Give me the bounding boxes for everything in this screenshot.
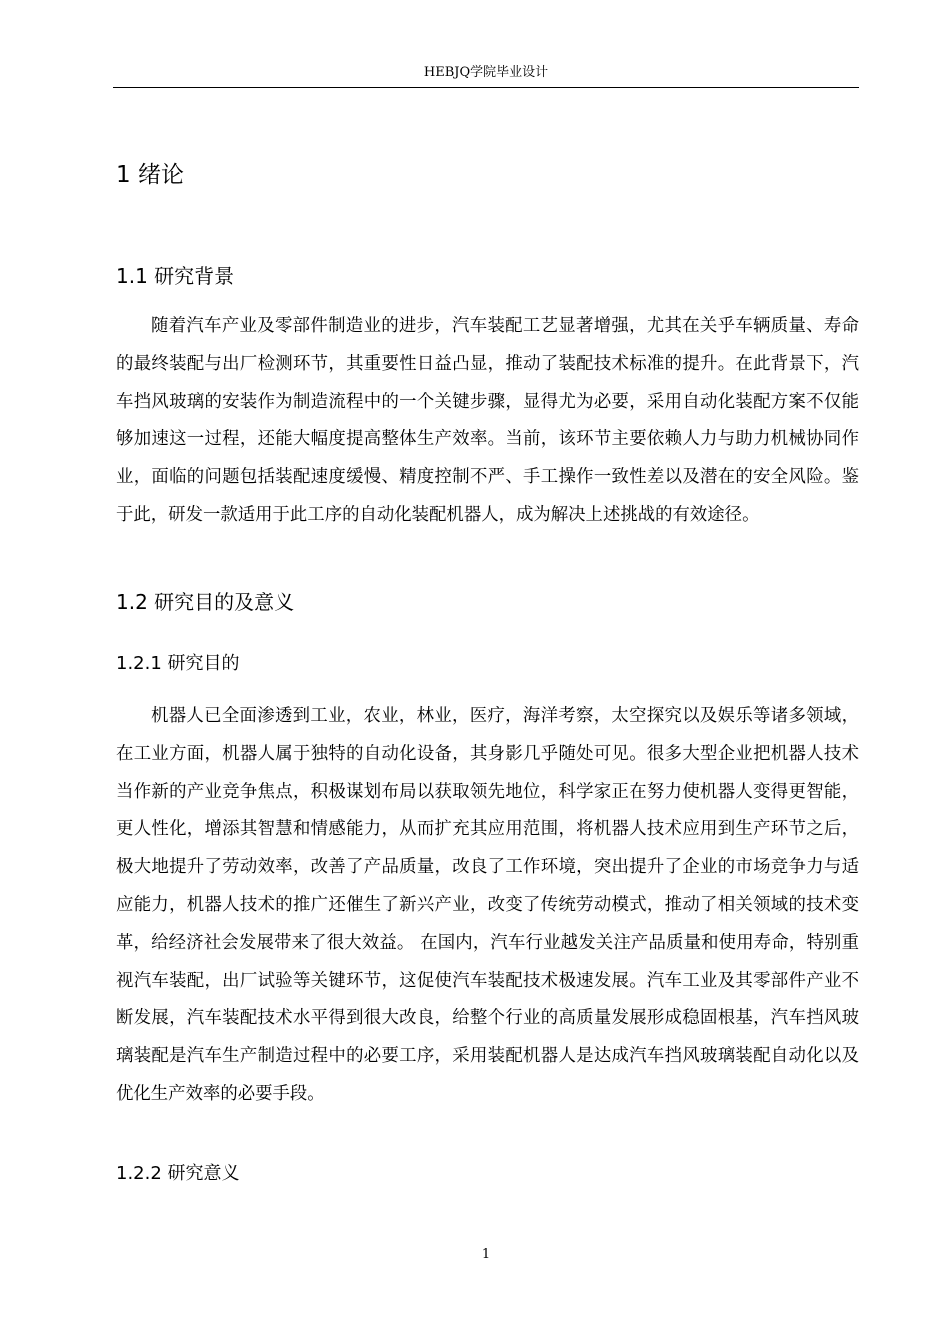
header-divider [113, 87, 859, 88]
page-number: 1 [481, 1247, 491, 1262]
section-1-2-2-title: 1.2.2 研究意义 [116, 1163, 240, 1184]
section-1-2-1-paragraph: 机器人已全面渗透到工业，农业，林业，医疗，海洋考察，太空探究以及娱乐等诸多领域，在工业方面，机器人属于独特的自动化设备，其身影几乎随处可见。很多大型企业把机器人技术当作新的产业竞争焦点，积极谋划布局以获取领先地位，科学家正在努力使机器人变得更智能，更人性化，增添其智慧和情感能力，从而扩充其应用范围，将机器人技术应用到生产环节之后，极大地提升了劳动效率，改善了产品质量，改良了工作环境，突出提升了企业的市场竞争力与适应能力，机器人技术的推广还催生了新兴产业，改变了传统劳动模式，推动了相关领域的技术变革，给经济社会发展带来了很大效益。 在国内，汽车行业越发关注产品质量和使用寿命，特别重视汽车装配，出厂试验等关键环节，这促使汽车装配技术极速发展。汽车工业及其零部件产业不断发展，汽车装配技术水平得到很大改良，给整个行业的高质量发展形成稳固根基，汽车挡风玻璃装配是汽车生产制造过程中的必要工序，采用装配机器人是达成汽车挡风玻璃装配自动化以及优化生产效率的必要手段。 [116, 706, 859, 1104]
section-1-2-title: 1.2 研究目的及意义 [116, 590, 295, 614]
section-1-2-1-title: 1.2.1 研究目的 [116, 653, 240, 674]
section-1-1-title: 1.1 研究背景 [116, 264, 235, 288]
section-1-1-paragraph: 随着汽车产业及零部件制造业的进步，汽车装配工艺显著增强，尤其在关乎车辆质量、寿命的最终装配与出厂检测环节，其重要性日益凸显，推动了装配技术标准的提升。在此背景下，汽车挡风玻璃的安装作为制造流程中的一个关键步骤，显得尤为必要，采用自动化装配方案不仅能够加速这一过程，还能大幅度提高整体生产效率。当前，该环节主要依赖人力与助力机械协同作业，面临的问题包括装配速度缓慢、精度控制不严、手工操作一致性差以及潜在的安全风险。鉴于此，研发一款适用于此工序的自动化装配机器人，成为解决上述挑战的有效途径。 [116, 316, 859, 525]
chapter-title: 1 绪论 [116, 162, 184, 188]
page-header: HEBJQ学院毕业设计 [423, 65, 549, 80]
